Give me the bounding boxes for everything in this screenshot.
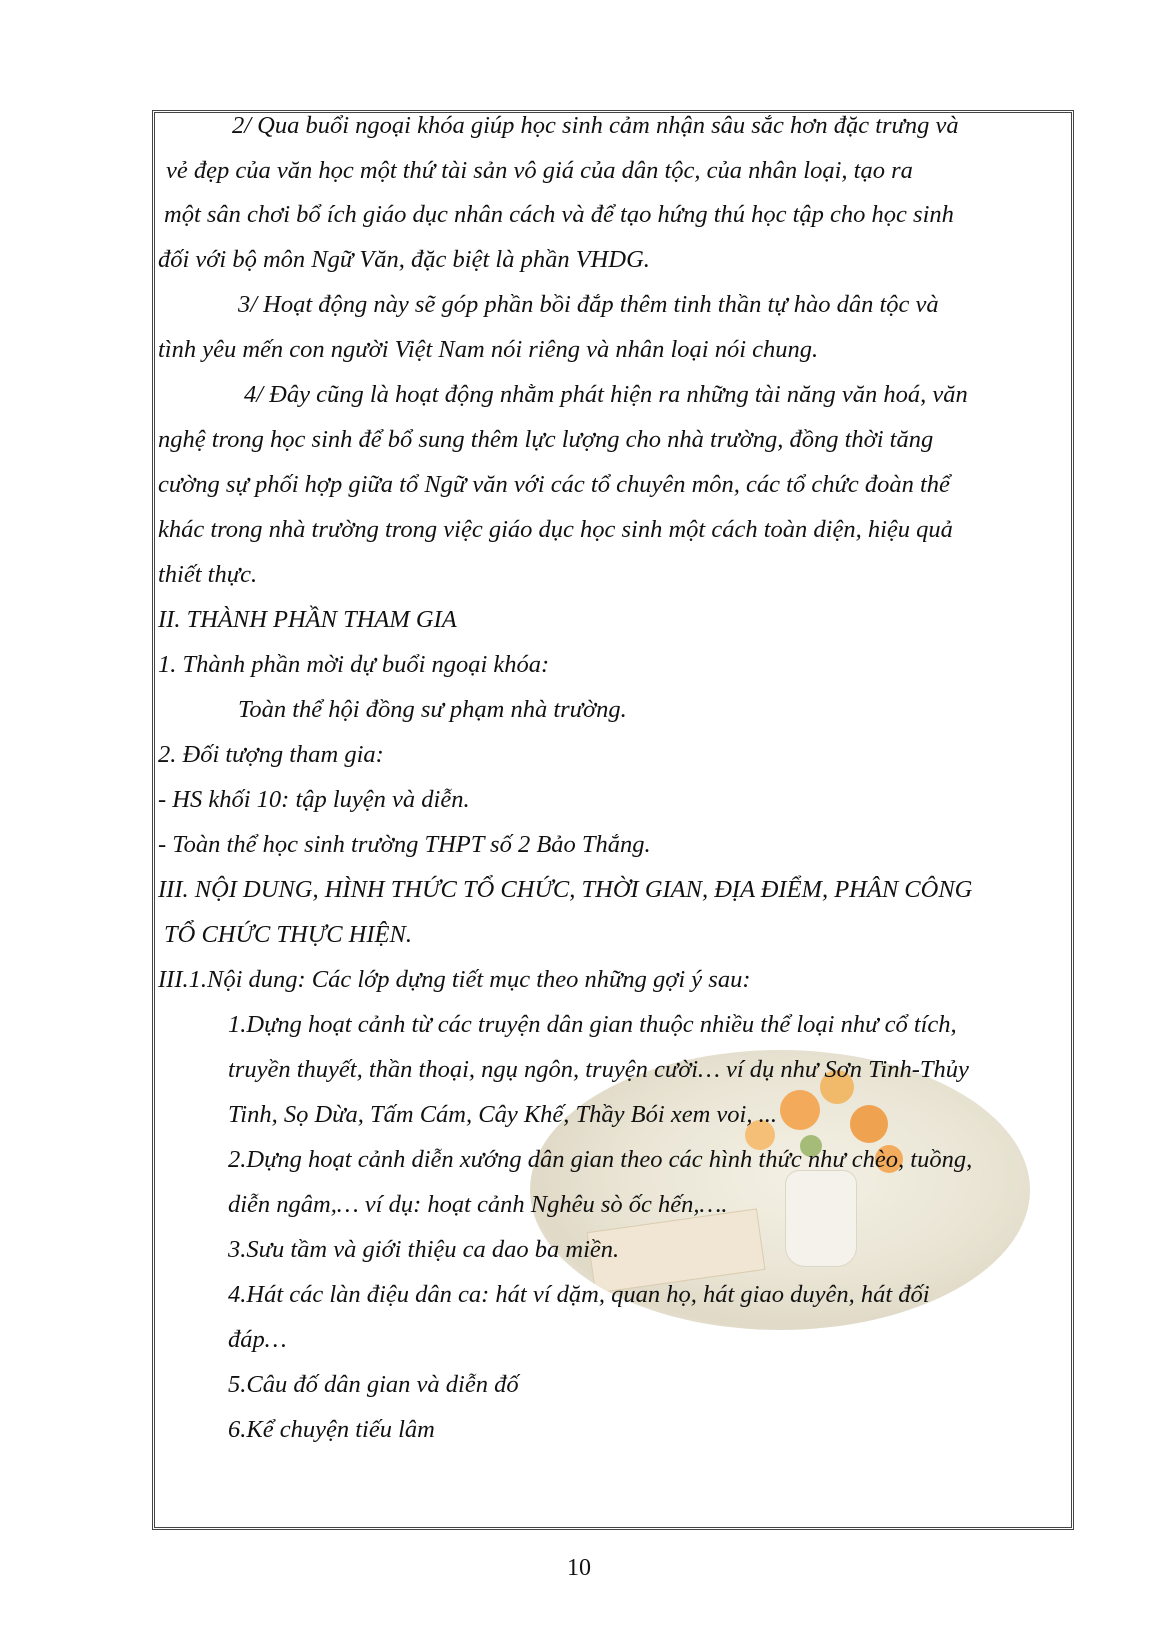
paragraph-line: 2/ Qua buổi ngoại khóa giúp học sinh cảm nhận sâu sắc hơn đặc trưng và: [232, 112, 959, 139]
list-item: 1.Dựng hoạt cảnh từ các truyện dân gian thuộc nhiều thể loại như cổ tích,: [228, 1011, 957, 1038]
list-item: truyền thuyết, thần thoại, ngụ ngôn, truyện cười… ví dụ như Sơn Tinh-Thủy: [228, 1056, 969, 1083]
list-item: Tinh, Sọ Dừa, Tấm Cám, Cây Khế, Thầy Bói xem voi, ...: [228, 1101, 777, 1128]
list-item: - Toàn thể học sinh trường THPT số 2 Bảo Thắng.: [158, 831, 651, 858]
paragraph-line: Toàn thể hội đồng sư phạm nhà trường.: [238, 696, 627, 723]
subsection-heading: 1. Thành phần mời dự buổi ngoại khóa:: [158, 651, 550, 678]
subsection-heading: III.1.Nội dung: Các lớp dựng tiết mục theo những gợi ý sau:: [158, 966, 751, 993]
list-item: diễn ngâm,… ví dụ: hoạt cảnh Nghêu sò ốc hến,….: [228, 1191, 728, 1218]
paragraph-line: tình yêu mến con người Việt Nam nói riêng và nhân loại nói chung.: [158, 336, 819, 363]
list-item: đáp…: [228, 1326, 287, 1353]
paragraph-line: 3/ Hoạt động này sẽ góp phần bồi đắp thêm tinh thần tự hào dân tộc và: [238, 291, 939, 318]
list-item: - HS khối 10: tập luyện và diễn.: [158, 786, 470, 813]
list-item: 5.Câu đố dân gian và diễn đố: [228, 1371, 519, 1398]
paragraph-line: khác trong nhà trường trong việc giáo dục học sinh một cách toàn diện, hiệu quả: [158, 516, 953, 543]
paragraph-line: vẻ đẹp của văn học một thứ tài sản vô giá của dân tộc, của nhân loại, tạo ra: [166, 157, 913, 184]
section-heading: II. THÀNH PHẦN THAM GIA: [158, 606, 457, 633]
paragraph-line: cường sự phối hợp giữa tổ Ngữ văn với các tổ chuyên môn, các tổ chức đoàn thể: [158, 471, 950, 498]
paragraph-line: thiết thực.: [158, 561, 258, 588]
list-item: 3.Sưu tầm và giới thiệu ca dao ba miền.: [228, 1236, 620, 1263]
paragraph-line: một sân chơi bổ ích giáo dục nhân cách và để tạo hứng thú học tập cho học sinh: [164, 201, 954, 228]
section-heading: III. NỘI DUNG, HÌNH THỨC TỔ CHỨC, THỜI GIAN, ĐỊA ĐIỂM, PHÂN CÔNG: [158, 876, 973, 903]
list-item: 2.Dựng hoạt cảnh diễn xướng dân gian theo các hình thức như chèo, tuồng,: [228, 1146, 973, 1173]
paragraph-line: đối với bộ môn Ngữ Văn, đặc biệt là phần VHDG.: [158, 246, 650, 273]
page-number: 10: [567, 1555, 591, 1581]
section-heading: TỔ CHỨC THỰC HIỆN.: [164, 921, 412, 948]
paragraph-line: 4/ Đây cũng là hoạt động nhằm phát hiện ra những tài năng văn hoá, văn: [244, 381, 968, 408]
paragraph-line: nghệ trong học sinh để bổ sung thêm lực lượng cho nhà trường, đồng thời tăng: [158, 426, 934, 453]
list-item: 6.Kể chuyện tiếu lâm: [228, 1416, 435, 1443]
list-item: 4.Hát các làn điệu dân ca: hát ví dặm, quan họ, hát giao duyên, hát đối: [228, 1281, 930, 1308]
subsection-heading: 2. Đối tượng tham gia:: [158, 741, 384, 768]
